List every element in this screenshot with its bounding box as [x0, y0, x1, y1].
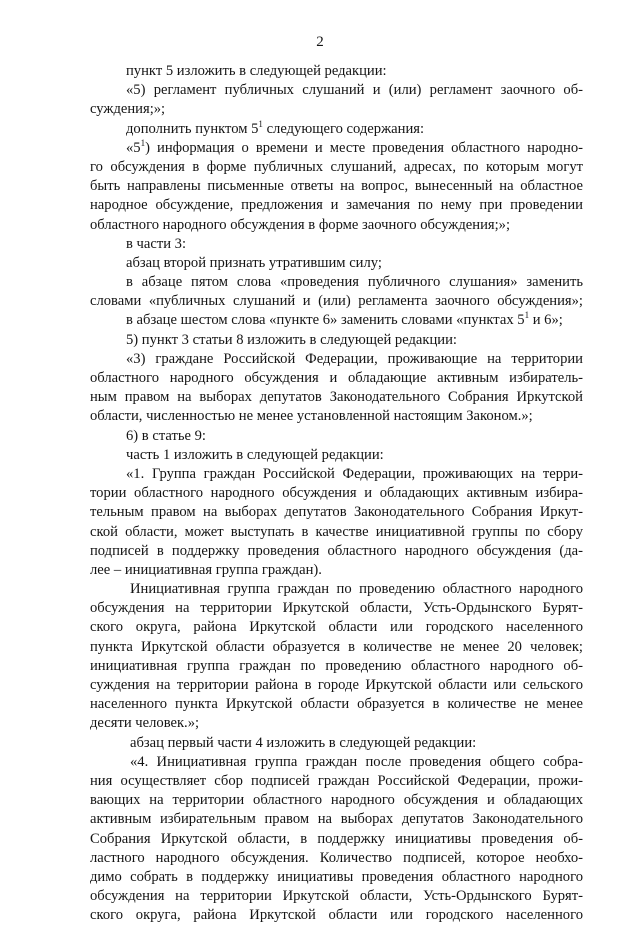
- text-line-content: часть 1 изложить в следующей редакции:: [126, 446, 384, 463]
- text-line-content: обсуждения на территории Иркутской области, Усть-Ордынского Бурят-: [90, 600, 583, 617]
- text-line-content: в абзаце шестом слова «пункте 6» заменить словами «пунктах $5^1$ и 6»;: [126, 310, 563, 329]
- text-line-content: «5) регламент публичных слушаний и (или) регламент заочного об-: [126, 82, 583, 99]
- text-line-content: ского округа, района Иркутской области или городского населенного: [90, 619, 583, 636]
- text-line-content: 5) пункт 3 статьи 8 изложить в следующей редакции:: [126, 331, 457, 348]
- text-line-content: народное обсуждение, предложения и замечания по нему при проведении: [90, 197, 583, 214]
- text-line-content: инициативная группа граждан по проведению областного народного об-: [90, 657, 583, 674]
- text-line-content: Инициативная группа граждан по проведению областного народного: [130, 581, 583, 598]
- text-line-content: обсуждения на территории Иркутской области, Усть-Ордынского Бурят-: [90, 888, 583, 905]
- text-line: [90, 676, 583, 695]
- text-line-content: «3) граждане Российской Федерации, проживающие на территории: [126, 350, 583, 367]
- text-line: [90, 657, 583, 676]
- text-line-content: ского округа, района Иркутской области или городского населенного: [90, 907, 583, 924]
- text-line-content: абзац первый части 4 изложить в следующей редакции:: [130, 734, 477, 751]
- text-line-content: вающих на территории областного народного обсуждения и обладающих: [90, 792, 583, 809]
- text-line: [90, 292, 583, 311]
- text-line-content: ластного народного обсуждения. Количество подписей, которое необхо-: [90, 849, 583, 866]
- text-line-content: абзац второй признать утратившим силу;: [126, 254, 382, 271]
- text-line-content: «1. Группа граждан Российской Федерации, проживающих на терри-: [126, 465, 583, 482]
- text-line: [90, 868, 583, 887]
- text-line: [90, 196, 583, 215]
- text-line-content: ской области, может выступать в качестве инициативной группы по сбору: [90, 523, 583, 540]
- text-line-content: 6) в статье 9:: [126, 427, 206, 444]
- text-line-content: областного народного обсуждения и обладающие активным избиратель-: [90, 370, 583, 386]
- text-line: [90, 235, 583, 254]
- text-line: [90, 331, 583, 350]
- text-line: [90, 714, 583, 733]
- text-line-content: ния осуществляет сбор подписей граждан Российской Федерации, прожи-: [90, 772, 583, 789]
- text-line: [90, 369, 583, 388]
- text-line-content: тельным правом на выборах депутатов Законодательного Собрания Иркут-: [90, 504, 583, 521]
- text-line: [90, 388, 583, 407]
- text-line: [90, 158, 583, 177]
- text-line: [90, 618, 583, 637]
- text-line-content: в абзаце пятом слова «проведения публичного слушания» заменить: [126, 274, 583, 291]
- text-line-content: тории областного народного обсуждения и обладающих активным избира-: [90, 485, 583, 502]
- text-line: [90, 446, 583, 465]
- text-line: [90, 906, 583, 925]
- text-line-content: области, численностью не менее установленной настоящим Законом.»;: [90, 408, 533, 425]
- text-line-content: пункт 5 изложить в следующей редакции:: [126, 63, 387, 79]
- text-line: [90, 273, 583, 292]
- text-line: [90, 772, 583, 791]
- text-line-content: подписей в поддержку проведения областного народного обсуждения (да-: [90, 542, 583, 559]
- text-line-content: лее – инициативная группа граждан).: [90, 561, 322, 578]
- text-line: [90, 350, 583, 369]
- text-line: [90, 139, 583, 158]
- text-line-content: быть направлены письменные ответы на вопрос, вынесенный на областное: [90, 178, 583, 195]
- text-line: [90, 849, 583, 868]
- text-line: [90, 734, 583, 753]
- text-line-content: ным правом на выборах депутатов Законодательного Собрания Иркутской: [90, 389, 583, 406]
- text-line: [90, 465, 583, 484]
- text-line: [90, 120, 583, 139]
- text-line-content: «$5^1$) информация о времени и месте проведения областного народно-: [126, 137, 583, 156]
- text-line: [90, 177, 583, 196]
- text-line-content: в части 3:: [126, 235, 187, 252]
- text-line-content: суждения;»;: [90, 101, 166, 118]
- text-line: [90, 830, 583, 849]
- text-line-content: го обсуждения в форме публичных слушаний, адресах, по которым могут: [90, 158, 583, 175]
- text-line: [90, 580, 583, 599]
- text-line-content: пункта Иркутской области образуется в количестве не менее 20 человек;: [90, 638, 583, 655]
- text-line-content: областного народного обсуждения в форме заочного обсуждения;»;: [90, 216, 511, 233]
- text-line-content: дополнить пунктом $5^1$ следующего содержания:: [126, 118, 425, 137]
- text-line-content: «4. Инициативная группа граждан после проведения общего собра-: [130, 753, 583, 770]
- text-line: [90, 599, 583, 618]
- text-line: [90, 810, 583, 829]
- text-line-content: Собрания Иркутской области, в поддержку инициативы проведения об-: [90, 830, 583, 847]
- text-line: [90, 407, 583, 426]
- document-body: [90, 62, 583, 925]
- text-line-content: населенного пункта Иркутской области образуется в количестве не менее: [90, 696, 583, 713]
- text-line-content: димо собрать в поддержку инициативы проведения областного народного: [90, 868, 583, 885]
- text-line: [90, 638, 583, 657]
- text-line: [90, 503, 583, 522]
- text-line: [90, 887, 583, 906]
- text-line: [90, 81, 583, 100]
- text-line-content: десяти человек.»;: [90, 715, 200, 732]
- text-line: [90, 62, 583, 81]
- text-line: [90, 484, 583, 503]
- text-line: [90, 427, 583, 446]
- text-line-content: суждения на территории района в городе Иркутской области или сельского: [90, 677, 583, 693]
- text-line: [90, 311, 583, 330]
- text-line-content: словами «публичных слушаний и (или) регламента заочного обсуждения»;: [90, 293, 583, 310]
- text-line: [90, 523, 583, 542]
- page-number: 2: [316, 34, 324, 50]
- text-line-content: активным избирательным правом на выборах депутатов Законодательного: [90, 811, 583, 828]
- text-line: [90, 100, 583, 119]
- text-line: [90, 254, 583, 273]
- text-line: [90, 753, 583, 772]
- text-line: [90, 542, 583, 561]
- text-line: [90, 791, 583, 810]
- text-line: [90, 561, 583, 580]
- text-line: [90, 216, 583, 235]
- text-line: [90, 695, 583, 714]
